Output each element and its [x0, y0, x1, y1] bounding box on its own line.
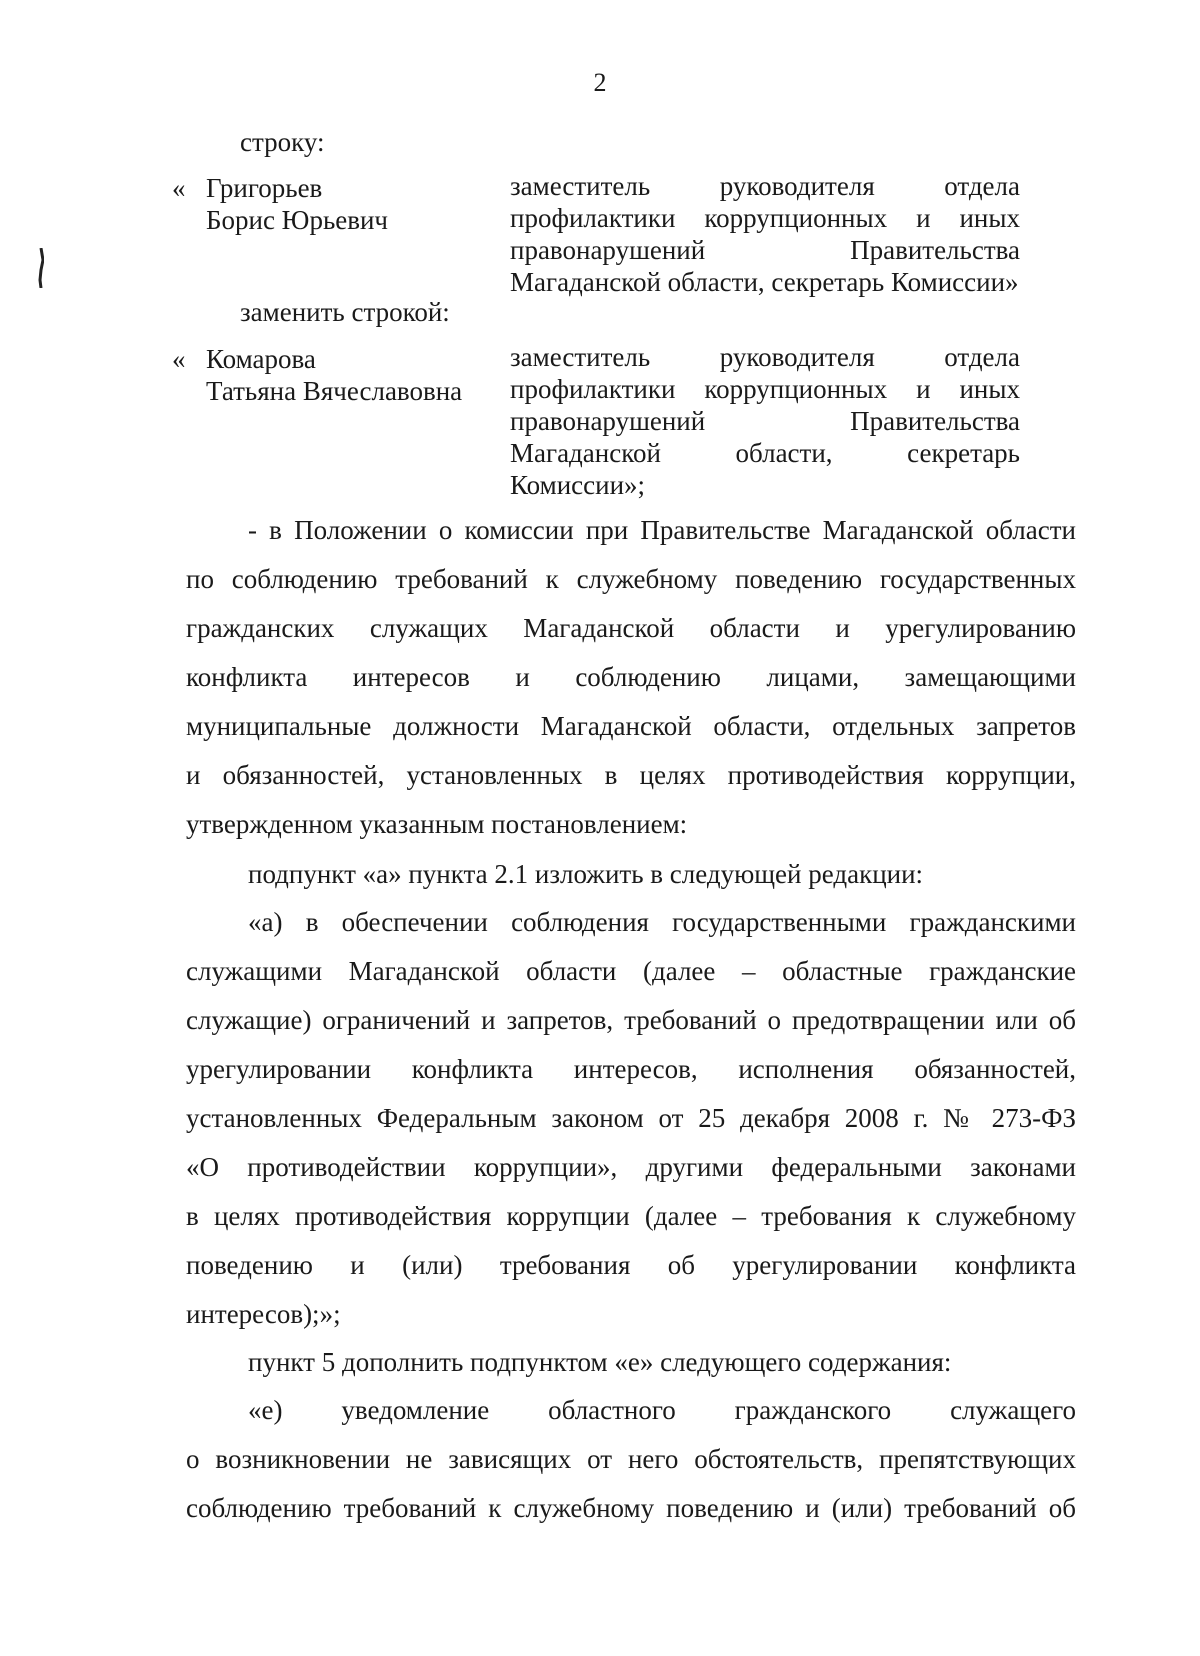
paragraph-line: гражданских служащих Магаданской области и урегулированию	[186, 613, 1076, 643]
old-entry-position-line: заместитель руководителя отдела	[510, 171, 1020, 201]
paragraph-line: «О противодействии коррупции», другими федеральными законами	[186, 1152, 1076, 1182]
paragraph-line: интересов);»;	[186, 1299, 341, 1329]
paragraph-line: урегулировании конфликта интересов, исполнения обязанностей,	[186, 1054, 1076, 1084]
paragraph-line: служащими Магаданской области (далее – областные гражданские	[186, 956, 1076, 986]
intro-label: строку:	[240, 127, 325, 157]
new-entry-position-line: Комиссии»;	[510, 470, 646, 500]
new-entry-position-line: Магаданской области, секретарь	[510, 438, 1020, 468]
new-entry-quote: «	[172, 344, 186, 374]
paragraph-line: по соблюдению требований к служебному поведению государственных	[186, 564, 1076, 594]
paragraph-clause-5-instruction	[186, 1346, 1076, 1395]
old-entry-quote: «	[172, 173, 186, 203]
paragraph-line: утвержденном указанным постановлением:	[186, 809, 688, 839]
paragraph-line: муниципальные должности Магаданской области, отдельных запретов	[186, 711, 1076, 741]
paragraph-regulation-amendment	[186, 514, 1076, 857]
paragraph-line: о возникновении не зависящих от него обстоятельств, препятствующих	[186, 1444, 1076, 1474]
new-entry-position	[510, 341, 1020, 501]
paragraph-line: подпункт «а» пункта 2.1 изложить в следующей редакции:	[248, 859, 924, 889]
old-entry-position-line: правонарушений Правительства	[510, 235, 1020, 265]
paragraph-line: конфликта интересов и соблюдению лицами, замещающими	[186, 662, 1076, 692]
paragraph-subclause-e-text	[186, 1394, 1076, 1541]
new-entry-surname: Комарова	[206, 344, 316, 374]
paragraph-line: «е) уведомление областного гражданского служащего	[248, 1395, 1076, 1425]
paragraph-line: поведению и (или) требования об урегулировании конфликта	[186, 1250, 1076, 1280]
paragraph-line: - в Положении о комиссии при Правительстве Магаданской области	[248, 515, 1076, 545]
paragraph-line: пункт 5 дополнить подпунктом «е» следующего содержания:	[248, 1347, 952, 1377]
page-number: 2	[593, 68, 607, 97]
new-entry-position-line: правонарушений Правительства	[510, 406, 1020, 436]
paragraph-subclause-a-instruction	[186, 858, 1076, 907]
paragraph-line: соблюдению требований к служебному поведению и (или) требований об	[186, 1493, 1076, 1523]
old-entry-position-line: профилактики коррупционных и иных	[510, 203, 1020, 233]
paragraph-subclause-a-text	[186, 906, 1076, 1347]
old-entry-position-line: Магаданской области, секретарь Комиссии»	[510, 267, 1019, 297]
paragraph-line: служащие) ограничений и запретов, требований о предотвращении или об	[186, 1005, 1076, 1035]
scan-artifact-mark	[38, 248, 44, 288]
paragraph-line: в целях противодействия коррупции (далее – требования к служебному	[186, 1201, 1076, 1231]
new-entry-position-line: заместитель руководителя отдела	[510, 342, 1020, 372]
old-entry-surname: Григорьев	[206, 173, 323, 203]
replace-label: заменить строкой:	[240, 297, 450, 327]
new-entry-position-line: профилактики коррупционных и иных	[510, 374, 1020, 404]
new-entry-given-names: Татьяна Вячеславовна	[206, 376, 463, 406]
old-entry-given-names: Борис Юрьевич	[206, 205, 389, 235]
paragraph-line: и обязанностей, установленных в целях противодействия коррупции,	[186, 760, 1076, 790]
paragraph-line: «а) в обеспечении соблюдения государственными гражданскими	[248, 907, 1076, 937]
old-entry-position	[510, 170, 1020, 298]
paragraph-line: установленных Федеральным законом от 25 декабря 2008 г. № 273-ФЗ	[186, 1103, 1076, 1133]
